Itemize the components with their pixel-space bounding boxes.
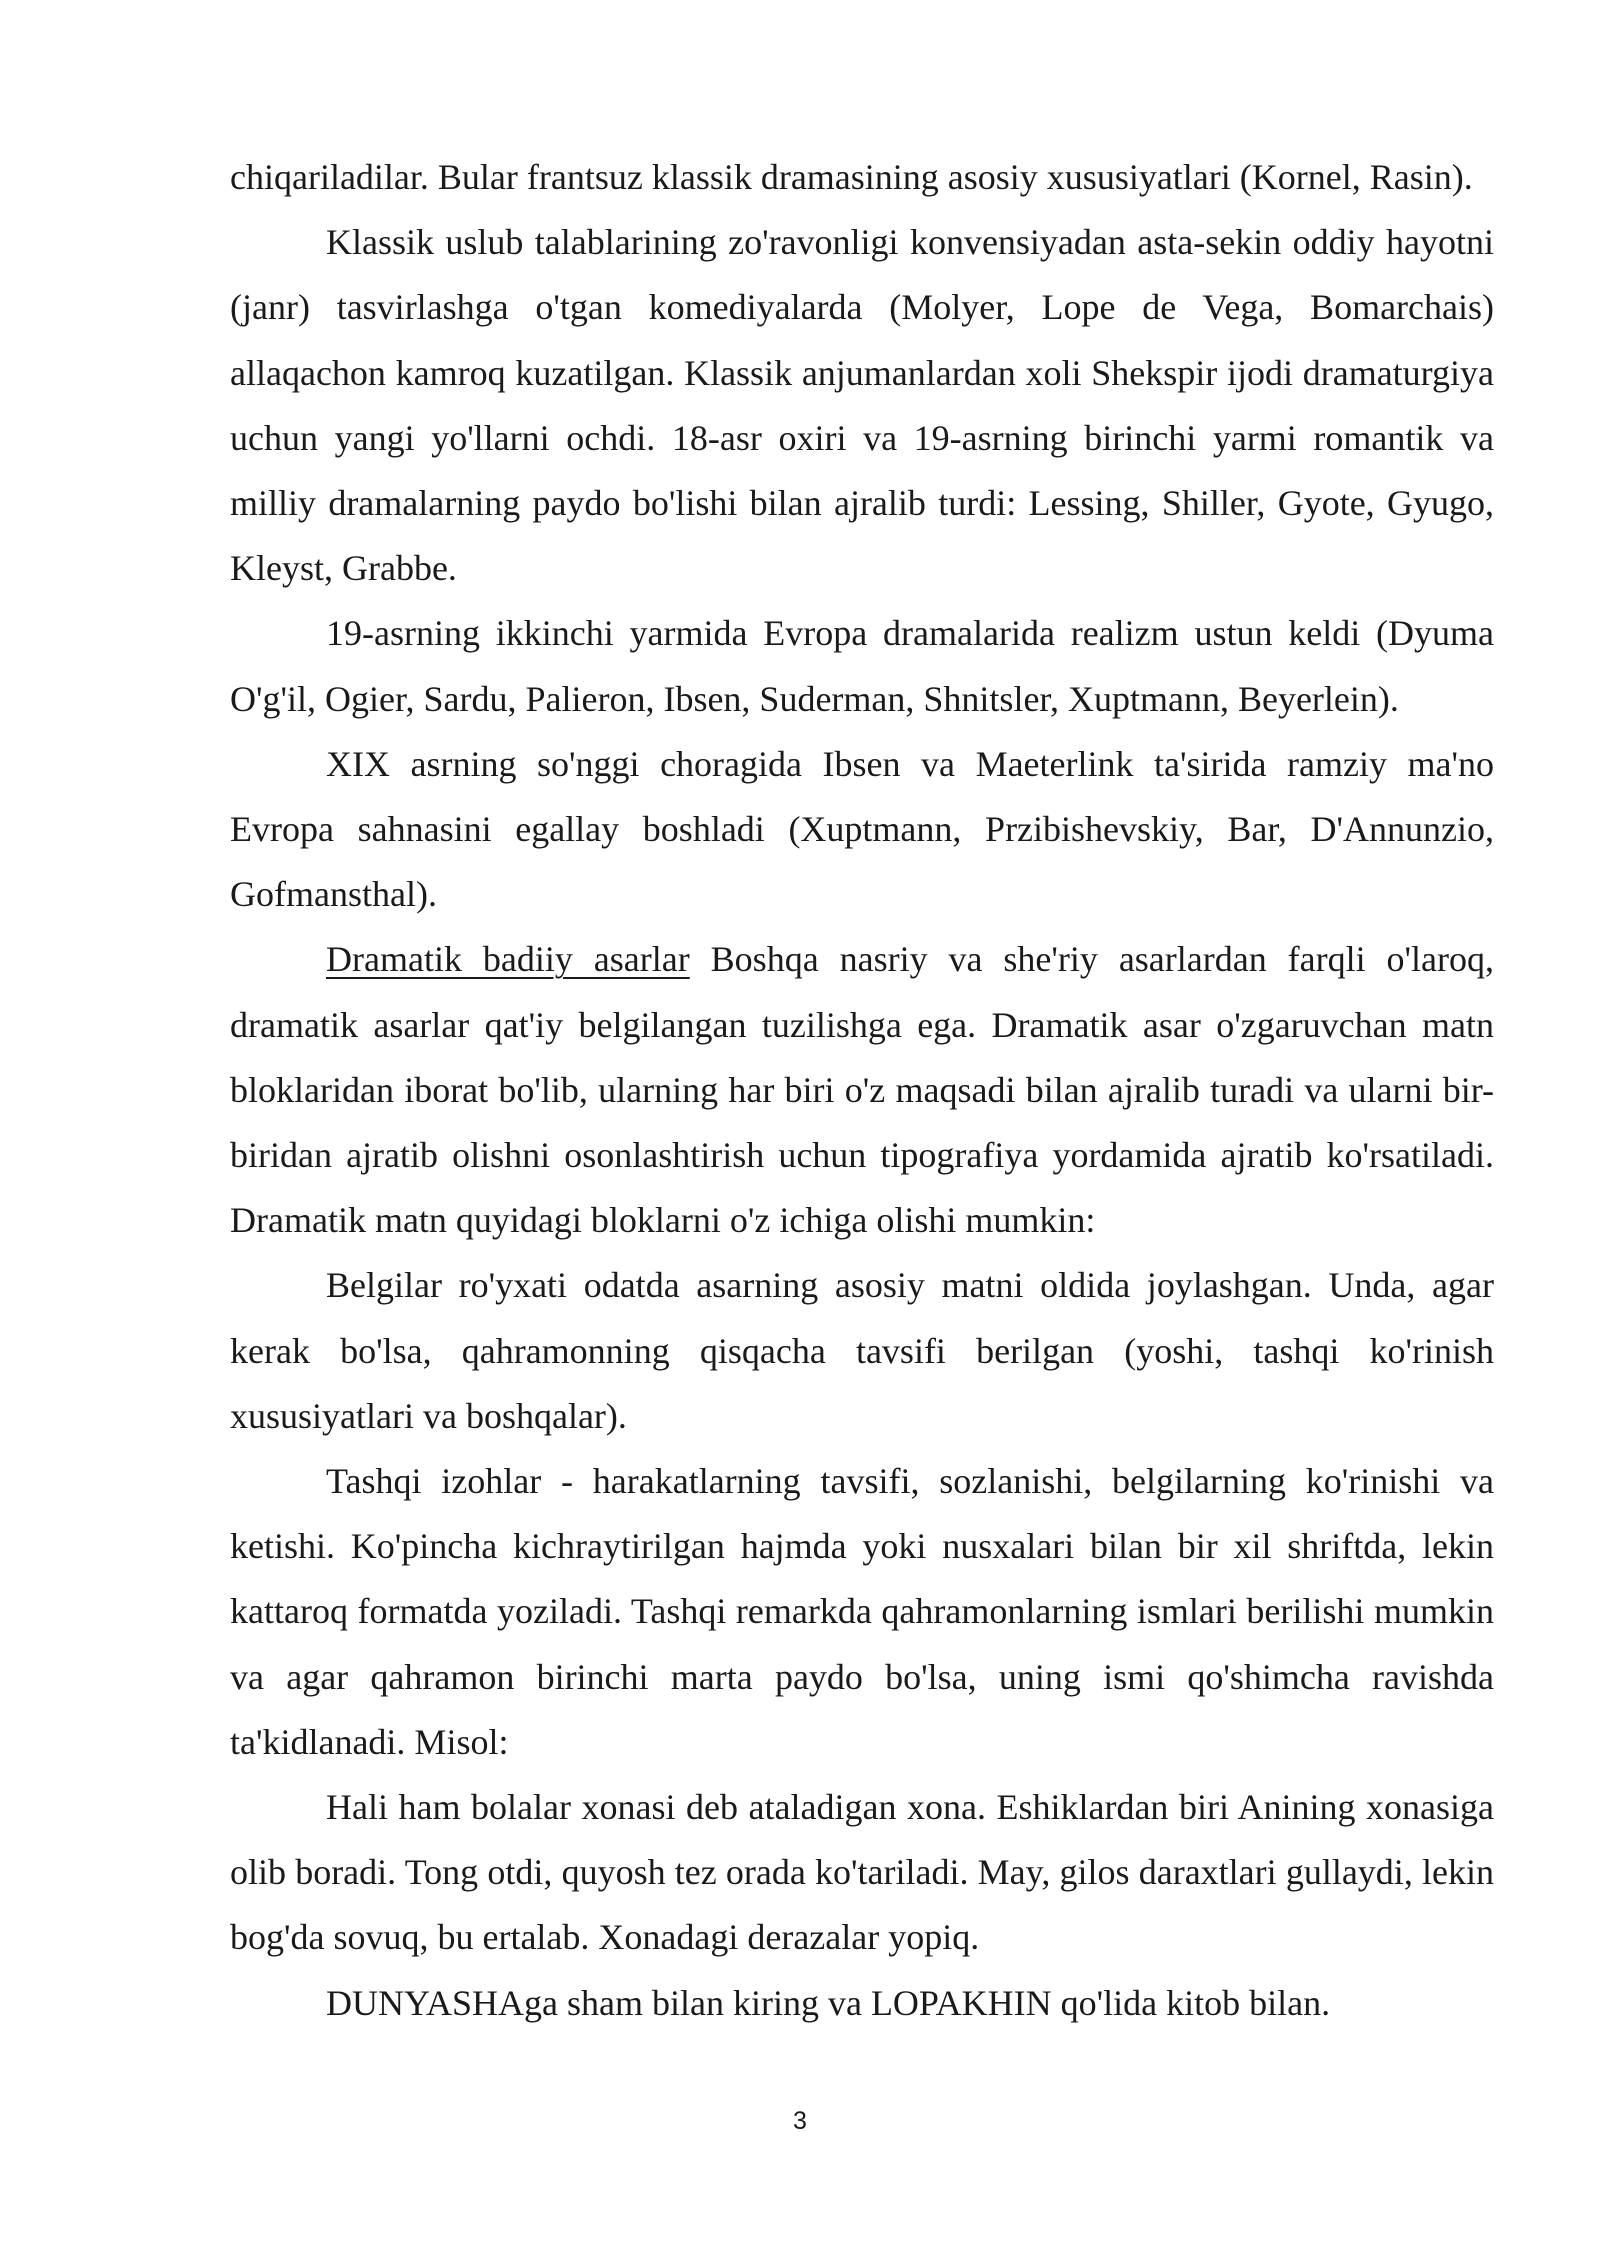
paragraph-text: 19-asrning ikkinchi yarmida Evropa dramalarida realizm ustun keldi (Dyuma O'g'il, Ogier, Sardu, Palieron, Ibsen, Suderman, Shnitsler, Xuptmann, Beyerlein). — [230, 613, 1494, 719]
section-heading-underlined: Dramatik badiiy asarlar — [326, 939, 690, 980]
paragraph-belgilar — [230, 1253, 1494, 1449]
paragraph-text: Klassik uslub talablarining zo'ravonligi konvensiyadan asta-sekin oddiy hayotni (janr) tasvirlashga o'tgan komediyalarda (Molyer, Lope de Vega, Bomarchais) allaqachon kamroq kuzatilgan. Klassik anjumanlardan xoli Shekspir ijodi dramaturgiya uchun yangi yo'llarni ochdi. 18-asr oxiri va 19-asrning birinchi yarmi romantik va milliy dramalarning paydo bo'lishi bilan ajralib turdi: Lessing, Shiller, Gyote, Gyugo, Kleyst, Grabbe. — [230, 222, 1494, 589]
paragraph-realizm — [230, 601, 1494, 731]
paragraph-text: Belgilar ro'yxati odatda asarning asosiy matni oldida joylashgan. Unda, agar kerak bo'lsa, qahramonning qisqacha tavsifi berilgan (yoshi, tashqi ko'rinish xususiyatlari va boshqalar). — [230, 1265, 1494, 1436]
paragraph-text: Tashqi izohlar - harakatlarning tavsifi, sozlanishi, belgilarning ko'rinishi va ketishi. Ko'pincha kichraytirilgan hajmda yoki nusxalari bilan bir xil shriftda, lekin kattaroq formatda yoziladi. Tashqi remarkda qahramonlarning ismlari berilishi mumkin va agar qahramon birinchi marta paydo bo'lsa, uning ismi qo'shimcha ravishda ta'kidlanadi. Misol: — [230, 1461, 1494, 1762]
body-text — [230, 145, 1494, 2036]
paragraph-klassik-uslub — [230, 210, 1494, 601]
paragraph-text: XIX asrning so'nggi choragida Ibsen va Maeterlink ta'sirida ramziy ma'no Evropa sahnasini egallay boshladi (Xuptmann, Przibishevskiy, Bar, D'Annunzio, Gofmansthal). — [230, 743, 1494, 915]
paragraph-example-scene — [230, 1775, 1494, 1971]
paragraph-ramziy — [230, 732, 1494, 928]
paragraph-text: chiqariladilar. Bular frantsuz klassik dramasining asosiy xususiyatlari (Kornel, Rasin). — [230, 157, 1473, 197]
paragraph-tashqi-izohlar — [230, 1449, 1494, 1775]
paragraph-example-entrance — [230, 1971, 1494, 2036]
paragraph-text: Hali ham bolalar xonasi deb ataladigan xona. Eshiklardan biri Anining xonasiga olib boradi. Tong otdi, quyosh tez orada ko'tariladi. May, gilos daraxtlari gullaydi, lekin bog'da sovuq, bu ertalab. Xonadagi derazalar yopiq. — [230, 1787, 1494, 1958]
paragraph-dramatik-asarlar — [230, 927, 1494, 1253]
paragraph-continuation — [230, 145, 1494, 210]
paragraph-text: Boshqa nasriy va she'riy asarlardan farqli o'laroq, dramatik asarlar qat'iy belgilangan tuzilishga ega. Dramatik asar o'zgaruvchan matn bloklaridan iborat bo'lib, ularning har biri o'z maqsadi bilan ajralib turadi va ularni bir-biridan ajratib olishni osonlashtirish uchun tipografiya yordamida ajratib ko'rsatiladi. Dramatik matn quyidagi bloklarni o'z ichiga olishi mumkin: — [230, 939, 1494, 1241]
page-number: 3 — [793, 2107, 807, 2135]
paragraph-text: DUNYASHAga sham bilan kiring va LOPAKHIN qo'lida kitob bilan. — [326, 1982, 1331, 2023]
